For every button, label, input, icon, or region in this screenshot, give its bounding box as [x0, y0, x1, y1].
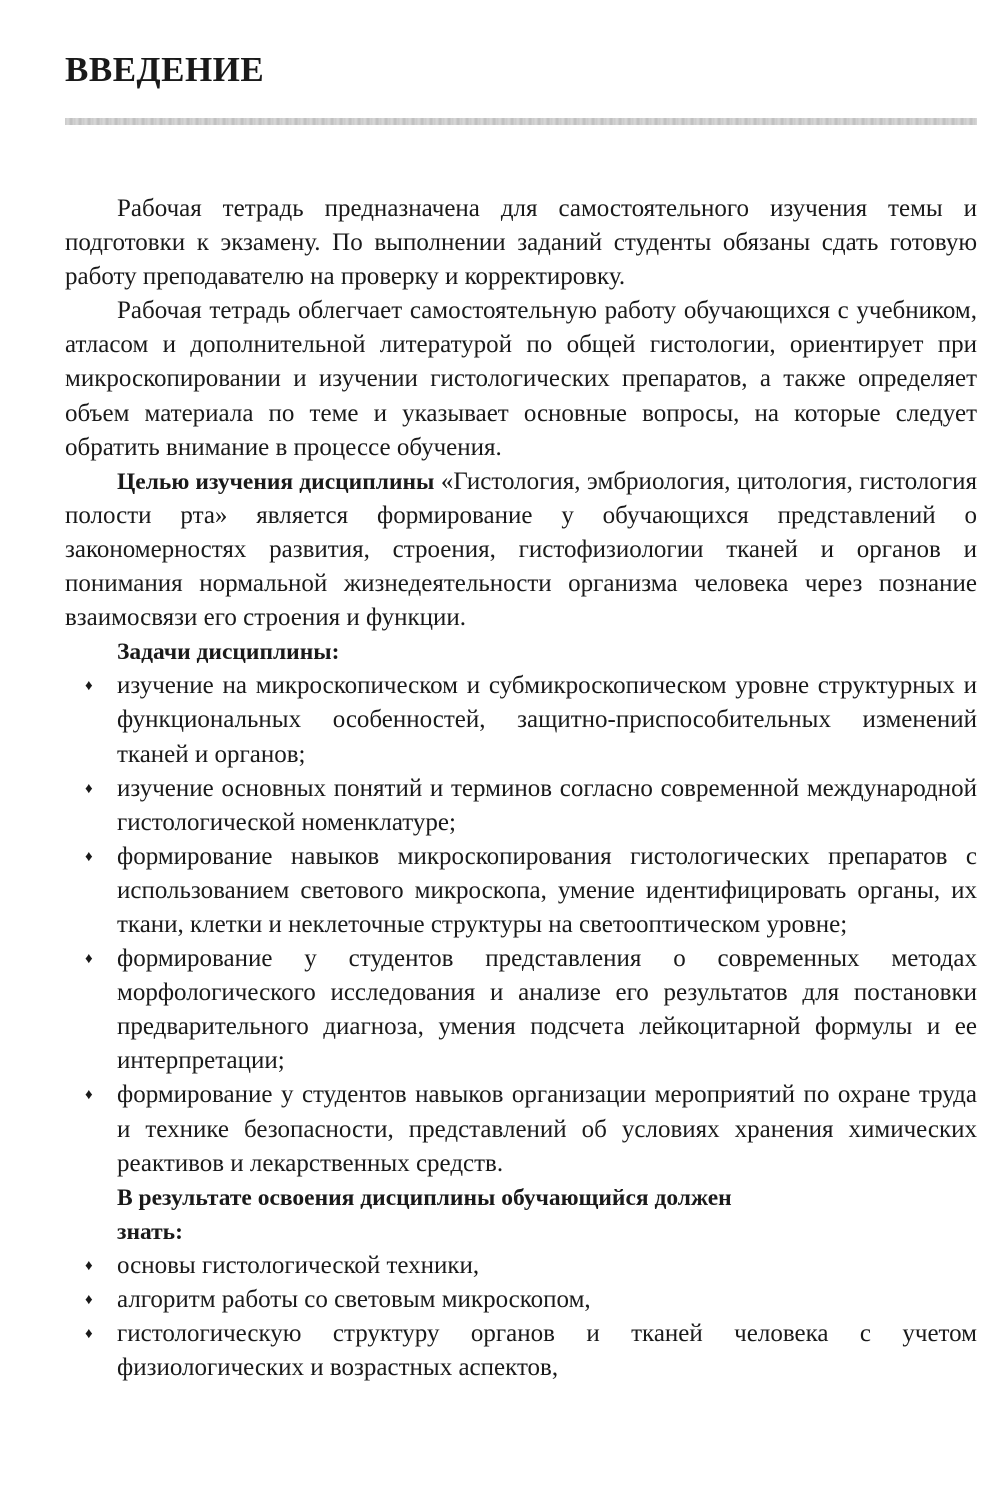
- list-item-text: алгоритм работы со световым микроскопом,: [117, 1286, 591, 1313]
- list-item-text: основы гистологической техники,: [117, 1251, 480, 1279]
- diamond-bullet-icon: ♦: [85, 1326, 93, 1343]
- diamond-bullet-icon: ♦: [85, 678, 93, 695]
- list-item-text: изучение основных понятий и терминов согласно современной международной гистологической номенклатуре;: [117, 774, 977, 836]
- know-label: знать:: [117, 1218, 183, 1245]
- page-title: ВВЕДЕНИЕ: [65, 50, 265, 89]
- document-body: [65, 192, 977, 1385]
- goal-text: «Гистология, эмбриология, цитология, гистология полости рта» является формирование у обучающихся представлений о закономерностях развития, строения, гистофизиологии тканей и органов и понимания нормальной жизнедеятельности организма человека через познание взаимосвязи его строения и функции.: [65, 467, 977, 632]
- list-item-text: формирование у студентов навыков организации мероприятий по охране труда и технике безопасности, представлений об условиях хранения химических реактивов и лекарственных средств.: [117, 1081, 977, 1177]
- goal-label: Целью изучения дисциплины: [117, 468, 435, 495]
- diamond-bullet-icon: ♦: [85, 848, 93, 865]
- diamond-bullet-icon: ♦: [85, 1257, 93, 1274]
- tasks-title: Задачи дисциплины:: [117, 639, 340, 666]
- list-item: [65, 669, 977, 771]
- results-title: В результате освоения дисциплины обучающийся должен: [117, 1184, 732, 1211]
- list-item-text: изучение на микроскопическом и субмикроскопическом уровне структурных и функциональных особенностей, защитно-приспособительных изменений тканей и органов;: [117, 672, 977, 768]
- results-heading: [65, 1181, 977, 1215]
- list-item-text: формирование навыков микроскопирования гистологических препаратов с использованием светового микроскопа, умение идентифицировать органы, их ткани, клетки и неклеточные структуры на светооптическом уровне;: [117, 842, 977, 938]
- list-item-text: гистологическую структуру органов и тканей человека с учетом физиологических и возрастных аспектов,: [117, 1320, 977, 1382]
- tasks-list: [65, 669, 977, 1180]
- intro-paragraph-1: Рабочая тетрадь предназначена для самостоятельного изучения темы и подготовки к экзамену. По выполнении заданий студенты обязаны сдать готовую работу преподавателю на проверку и корректировку.: [65, 195, 977, 291]
- list-item: [65, 942, 977, 1078]
- diamond-bullet-icon: ♦: [85, 780, 93, 797]
- intro-paragraph-2: Рабочая тетрадь облегчает самостоятельную работу обучающихся с учебником, атласом и дополнительной литературой по общей гистологии, ориентирует при микроскопировании и изучении гистологических препаратов, а также определяет объем материала по теме и указывает основные вопросы, на которые следует обратить внимание в процессе обучения.: [65, 297, 977, 461]
- list-item: [65, 840, 977, 942]
- diamond-bullet-icon: ♦: [85, 1292, 93, 1308]
- goal-paragraph: [65, 465, 977, 635]
- diamond-bullet-icon: ♦: [85, 1087, 93, 1104]
- know-list: [65, 1249, 977, 1385]
- tasks-heading: [65, 635, 977, 669]
- list-item: [65, 1078, 977, 1180]
- list-item: [65, 1249, 977, 1283]
- list-item: [65, 1317, 977, 1385]
- list-item: [65, 772, 977, 840]
- know-heading: [65, 1215, 977, 1249]
- list-item: [65, 1283, 977, 1317]
- diamond-bullet-icon: ♦: [85, 951, 93, 968]
- list-item-text: формирование у студентов представления о современных методах морфологического исследования и анализе его результатов для постановки предварительного диагноза, умения подсчета лейкоцитарной формулы и ее интерпретации;: [117, 945, 977, 1075]
- title-divider: [65, 118, 977, 125]
